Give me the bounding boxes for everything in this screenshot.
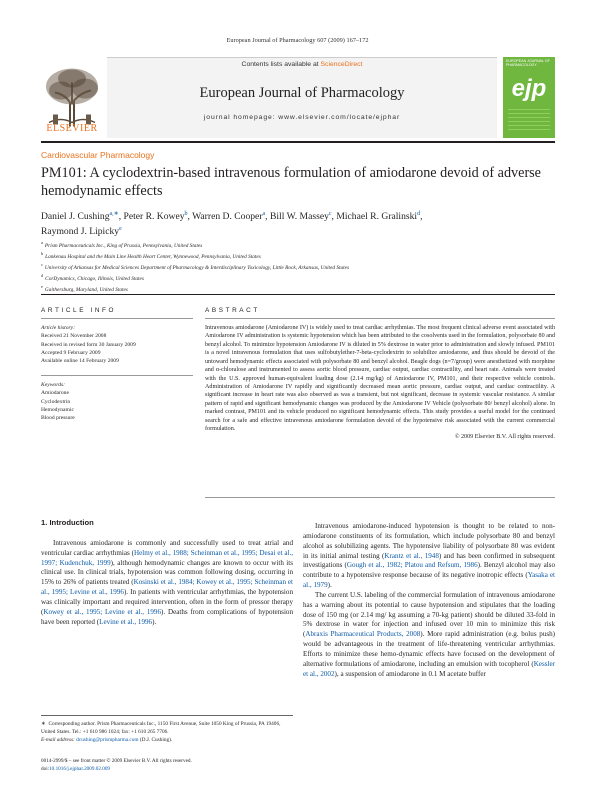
history-item: Received 21 November 2008 — [41, 333, 107, 340]
cover-journal-name: EUROPEAN JOURNAL OF PHARMACOLOGY — [506, 59, 550, 67]
history-item: Accepted 9 February 2009 — [41, 349, 101, 356]
paragraph: Intravenous amiodarone is commonly and successfully used to treat atrial and ventricular cardiac arrhythmias (Helmy et al., 1988; Scheinman et al., 1995; Desai et al., 1997; Kudenchuk, 1999), although hemodynamic changes are known to occur with its clinical use. In clinical trials, hypotension was common following dosing, occurring in 15% to 26% of patients treated (Kosinski et al., 1984; Kowey et al., 1995; Scheinman et al., 1995; Levine et al., 1996). In patients with ventricular arrhythmias, the hypotension was clinically important and required intervention, often in the form of pressor therapy (Kowey et al., 1995; Levine et al., 1996). Deaths from complications of hypotension have been reported (Levine et al., 1996). — [41, 538, 294, 626]
abstract-text: Intravenous amiodarone (Amiodarone IV) is widely used to treat cardiac arrhythmias. The most frequent clinical adverse event associated with Amiodarone IV administration is systemic hypotension which has been attributed to the cosolvents used in the formulation, polysorbate 80 and benzyl alcohol. To minimize hypotension Amiodarone IV is diluted in 5% dextrose in water prior to administration and slowly infused. PM101 is a novel intravenous formulation that uses sulfobutylether-7-beta-cyclodextrin to solubilize amiodarone, and thus should be devoid of the untoward hemodynamic effects associated with polysorbate 80 and benzyl alcohol. Beagle dogs (n=7/group) were anesthetized with morphine and α-chloralose and instrumented to assess aortic blood pressure, cardiac output, cardiac contractility, and heart rate. Animals were treated with the U.S. approved human-equivalent loading dose (2.14 mg/kg) of Amiodarone IV, PM101, and their respective vehicle controls. Administration of Amiodarone IV rapidly and significantly decreased mean aortic pressure, cardiac output, and cardiac contractility. A significant increase in heart rate was also observed as was a transient, but not significant, decrease in systemic vascular resistance. A similar pattern of rapid and significant hemodynamic changes was produced by the Amiodarone IV Vehicle (polysorbate 80/ benzyl alcohol) alone. In marked contrast, PM101 and its vehicle produced no significant hemodynamic effects. This study provides a useful model for the continued search for a safe and effective intravenous amiodarone formulation devoid of the hypotensive risk associated with the current commercial formulation. — [205, 325, 555, 433]
copyright-notice: © 2009 Elsevier B.V. All rights reserved. — [454, 434, 555, 441]
doi-line: doi:10.1016/j.ejphar.2009.02.009 — [41, 766, 111, 772]
homepage-link[interactable]: www.elsevier.com/locate/ejphar — [278, 114, 401, 121]
article-info-rule — [41, 318, 193, 319]
keywords-label: Keywords: — [41, 382, 66, 388]
keyword: Amiodarone — [41, 390, 69, 397]
contents-availability — [107, 61, 497, 68]
affiliation: $^e$Gaithersburg, Maryland, United States — [41, 284, 128, 294]
journal-homepage — [107, 114, 497, 121]
citation-link[interactable]: Krantz et al., 1948 — [384, 551, 439, 560]
citation-link[interactable]: Abraxis Pharmaceutical Products, 2008 — [305, 630, 421, 639]
article-section: Cardiovascular Pharmacology — [41, 150, 155, 160]
section-heading: 1. Introduction — [41, 518, 94, 527]
journal-citation-line: European Journal of Pharmacology 607 (2009) 167–172 — [226, 37, 369, 44]
citation-link[interactable]: Kessler et al., 2002 — [303, 659, 555, 678]
affiliation-list — [41, 239, 555, 294]
history-label: Article history: — [41, 325, 76, 331]
footnote-marker: ∗ — [41, 721, 46, 727]
cover-ejp-mark: ejp — [511, 75, 547, 102]
affiliation: $^b$Lankenau Hospital and the Main Line Health Heart Center, Wynnewood, Pennsylvania, United States — [41, 251, 261, 260]
front-matter-divider — [41, 294, 555, 295]
history-item: Received in revised form 30 January 2009 — [41, 341, 136, 348]
publisher-name: ELSEVIER — [46, 123, 98, 134]
citation-link[interactable]: Levine et al., 1996 — [99, 617, 153, 626]
paragraph: The current U.S. labeling of the commercial formulation of intravenous amiodarone has a warning about its potential to cause hypotension and stipulates that the loading dose of 150 mg (or 2.14 mg/ kg assuming a 70-kg patient) should be diluted 33-fold in 5% dextrose in water for injection and infused over 10 min to minimize this risk (Abraxis Pharmaceutical Products, 2008). More rapid administration (e.g. bolus push) would be advantageous in the treatment of life-threatening ventricular arrhythmias. Efforts to minimize these hemo-dynamic effects have focused on the development of alternative formulations of amiodarone, including an emulsion with tocopherol (Kessler et al., 2002), a suspension of amiodarone in 0.1 M acetate buffer — [303, 590, 555, 678]
article-title: PM101: A cyclodextrin-based intravenous formulation of amiodarone devoid of adverse hemodynamic effects — [41, 165, 541, 199]
affiliation: $^a$Prism Pharmaceuticals Inc., King of Prussia, Pennsylvania, United States — [41, 240, 203, 249]
history-item: Available online 14 February 2009 — [41, 358, 119, 365]
issn-doi-block — [41, 757, 293, 773]
journal-banner — [107, 57, 497, 138]
doi-link[interactable]: 10.1016/j.ejphar.2009.02.009 — [49, 766, 111, 772]
footnote-text: Corresponding author. Prism Pharmaceuticals Inc., 1150 First Avenue, Suite 1050 King of Prussia, PA 19406, United States. Tel.: +1 610 986 1024; fax: +1 610 265 7706. — [41, 721, 281, 735]
keyword: Blood pressure — [41, 415, 75, 422]
keyword: Hemodynamic — [41, 406, 74, 413]
journal-cover-thumbnail — [503, 57, 555, 138]
citation-link[interactable]: Gough et al., 1982; Platou and Refsum, 1986 — [346, 561, 478, 570]
affiliation: $^c$University of Arkansas for Medical Sciences Department of Pharmacology & Interdisciplinary Toxicology, Little Rock, Arkansas, United States — [41, 262, 350, 271]
homepage-prefix: journal homepage: — [203, 114, 279, 121]
body-column-left — [41, 518, 293, 627]
abstract-heading: ABSTRACT — [205, 307, 260, 314]
author-list: Daniel J. Cushing$^{a,∗}$, Peter R. Kowey$^b$, Warren D. Cooper$^a$, Bill W. Massey$^c$, Michael R. Gralinski$^d$, Raymond J. Lipicky$^e$ — [41, 211, 423, 238]
cover-decoration — [508, 109, 550, 133]
author[interactable]: Michael R. Gralinski$^d$ — [336, 211, 421, 223]
citation-link[interactable]: Kosinski et al., 1984; Kowey et al., 1995; Scheinman et al., 1995; Levine et al., 1996 — [41, 578, 294, 597]
author[interactable]: Raymond J. Lipicky$^e$ — [41, 226, 122, 238]
abstract-body — [205, 324, 555, 442]
keywords — [41, 381, 193, 422]
citation-link[interactable]: Helmy et al., 1988; Scheinman et al., 1995; Desai et al., 1997; Kudenchuk, 1999 — [41, 548, 294, 567]
article-history — [41, 324, 193, 365]
email-link[interactable]: dcushing@prismpharma.com — [76, 737, 139, 743]
author[interactable]: Peter R. Kowey$^b$ — [123, 211, 188, 223]
journal-title: European Journal of Pharmacology — [199, 85, 405, 101]
citation-link[interactable]: Yasaka et al., 1979 — [303, 571, 556, 590]
header-divider — [41, 141, 555, 143]
article-info-heading: ARTICLE INFO — [41, 307, 117, 314]
contents-prefix: Contents lists available at — [241, 61, 321, 68]
article-info-rule-lower — [41, 375, 193, 376]
affiliation: $^d$CorDynamics, Chicago, Illinois, United States — [41, 273, 144, 282]
author[interactable]: Daniel J. Cushing$^{a,∗}$ — [41, 211, 119, 223]
citation-link[interactable]: Kowey et al., 1995; Levine et al., 1996 — [43, 607, 162, 616]
email-label: E-mail address: — [41, 737, 77, 743]
abstract-rule — [205, 318, 555, 319]
email-suffix: (D.J. Cushing). — [138, 737, 173, 743]
keyword: Cyclodextrin — [41, 398, 71, 405]
body-column-right — [303, 522, 555, 680]
corresponding-author-footnote — [41, 715, 293, 744]
journal-header — [41, 57, 555, 138]
abstract-rule-lower — [205, 497, 555, 498]
paragraph: Intravenous amiodarone-induced hypotension is thought to be related to non-amiodarone constituents of its formulation, which include polysorbate 80 and benzyl alcohol as solubilizing agents. The hypotensive liability of polysorbate 80 was evident in its initial animal testing (Krantz et al., 1948) and has been confirmed in subsequent investigations (Gough et al., 1982; Platou and Refsum, 1986). Benzyl alcohol may also contribute to a hypotensive response because of its negative inotropic effects (Yasaka et al., 1979). — [303, 522, 556, 590]
author[interactable]: Bill W. Massey$^c$ — [269, 211, 332, 223]
issn-line: 0014-2999/$ – see front matter © 2009 Elsevier B.V. All rights reserved. — [41, 758, 192, 764]
author[interactable]: Warren D. Cooper$^a$ — [192, 211, 266, 223]
sciencedirect-link[interactable]: ScienceDirect — [320, 61, 363, 68]
